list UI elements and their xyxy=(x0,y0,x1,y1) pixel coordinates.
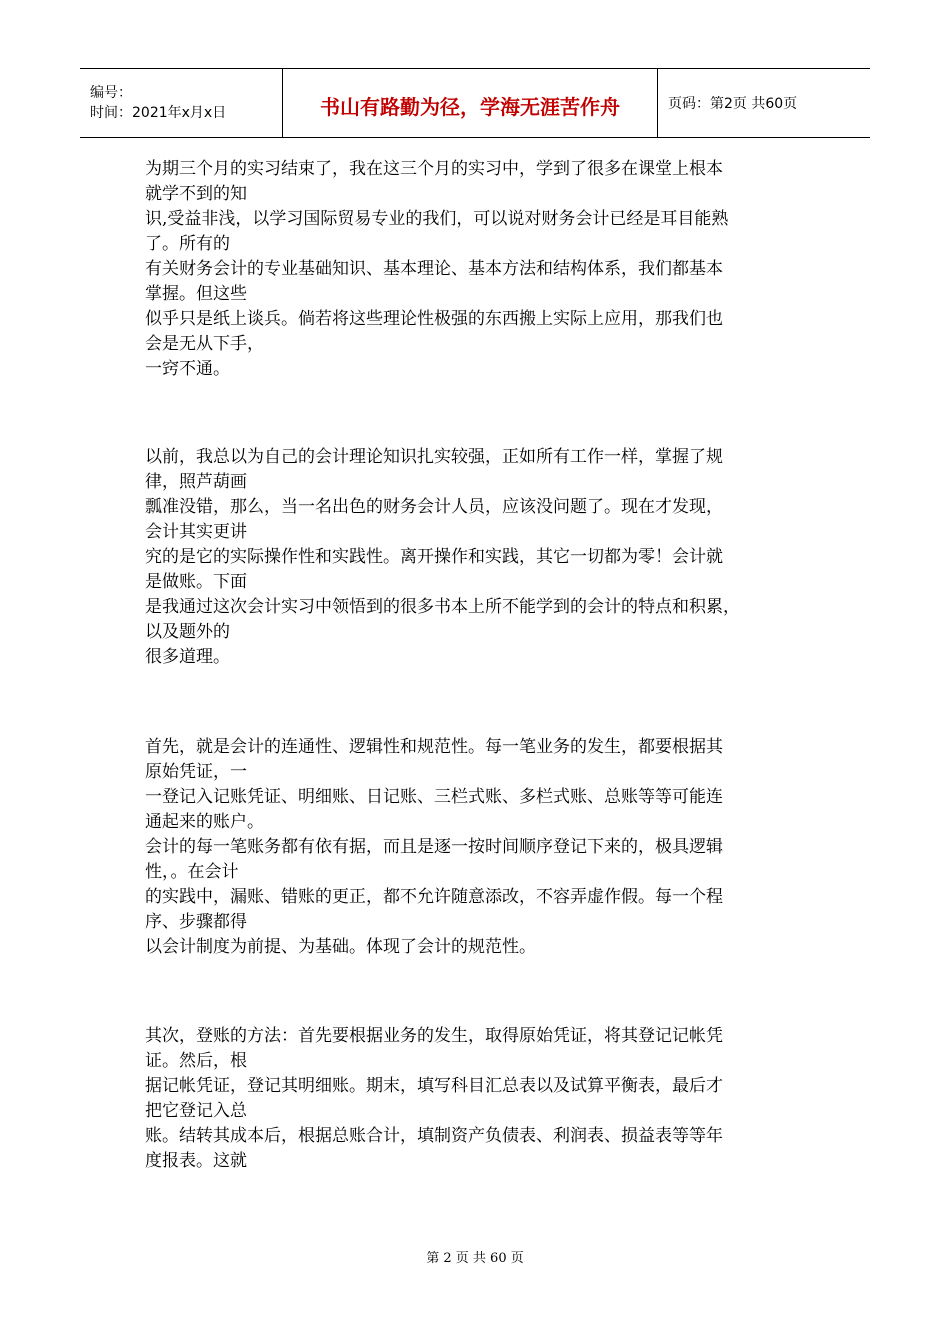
paragraph-spacer xyxy=(145,960,835,1024)
paragraph-line: 以前，我总以为自己的会计理论知识扎实较强，正如所有工作一样，掌握了规 xyxy=(145,447,723,467)
paragraph-line: 首先，就是会计的连通性、逻辑性和规范性。每一笔业务的发生，都要根据其 xyxy=(145,737,723,757)
paragraph-line: 究的是它的实际操作性和实践性。离开操作和实践，其它一切都为零！会计就 xyxy=(145,547,723,567)
paragraph-4 xyxy=(145,1024,835,1174)
paragraph-line: 账。结转其成本后，根据总账合计，填制资产负债表、利润表、损益表等等年 xyxy=(145,1126,723,1146)
paragraph-line: 会计的每一笔账务都有依有据，而且是逐一按时间顺序登记下来的，极具逻辑 xyxy=(145,837,723,857)
paragraph-line: 是我通过这次会计实习中领悟到的很多书本上所不能学到的会计的特点和积累， xyxy=(145,597,740,617)
paragraph-line: 序、步骤都得 xyxy=(145,912,247,932)
paragraph-line: 据记帐凭证，登记其明细账。期末，填写科目汇总表以及试算平衡表，最后才 xyxy=(145,1076,723,1096)
page-footer xyxy=(0,1247,950,1266)
paragraph-1 xyxy=(145,157,835,382)
paragraph-line: 就学不到的知 xyxy=(145,184,247,204)
footer-page-number: 第 2 页 共 60 页 xyxy=(426,1251,524,1266)
paragraph-line: 瓢准没错，那么，当一名出色的财务会计人员，应该没问题了。现在才发现， xyxy=(145,497,723,517)
paragraph-line: 一登记入记账凭证、明细账、日记账、三栏式账、多栏式账、总账等等可能连 xyxy=(145,787,723,807)
paragraph-line: 以及题外的 xyxy=(145,622,230,642)
paragraph-line: 把它登记入总 xyxy=(145,1101,247,1121)
paragraph-line: 为期三个月的实习结束了，我在这三个月的实习中，学到了很多在课堂上根本 xyxy=(145,159,723,179)
document-time-label: 时间：2021年x月x日 xyxy=(90,105,227,121)
paragraph-line: 有关财务会计的专业基础知识、基本理论、基本方法和结构体系，我们都基本 xyxy=(145,259,723,279)
page-header xyxy=(80,68,870,138)
paragraph-line: 的实践中，漏账、错账的更正，都不允许随意添改，不容弄虚作假。每一个程 xyxy=(145,887,723,907)
paragraph-line: 度报表。这就 xyxy=(145,1151,247,1171)
document-number-label: 编号： xyxy=(90,85,132,101)
paragraph-line: 证。然后，根 xyxy=(145,1051,247,1071)
header-meta-cell xyxy=(80,69,283,137)
paragraph-line: 原始凭证，一 xyxy=(145,762,247,782)
paragraph-3 xyxy=(145,735,835,960)
header-page-info: 页码：第2页 共60页 xyxy=(668,96,798,112)
header-page-cell xyxy=(658,69,870,137)
paragraph-line: 是做账。下面 xyxy=(145,572,247,592)
paragraph-line: 律，照芦葫画 xyxy=(145,472,247,492)
paragraph-line: 会是无从下手， xyxy=(145,334,264,354)
paragraph-line: 性，。在会计 xyxy=(145,862,239,882)
paragraph-line: 了。所有的 xyxy=(145,234,230,254)
paragraph-line: 会计其实更讲 xyxy=(145,522,247,542)
paragraph-line: 似乎只是纸上谈兵。倘若将这些理论性极强的东西搬上实际上应用，那我们也 xyxy=(145,309,723,329)
header-motto-cell xyxy=(283,69,658,137)
paragraph-line: 掌握。但这些 xyxy=(145,284,247,304)
paragraph-line: 以会计制度为前提、为基础。体现了会计的规范性。 xyxy=(145,937,536,957)
paragraph-spacer xyxy=(145,382,835,445)
paragraph-2 xyxy=(145,445,835,670)
paragraph-line: 识,受益非浅，以学习国际贸易专业的我们，可以说对财务会计已经是耳目能熟 xyxy=(145,209,729,229)
paragraph-line: 通起来的账户。 xyxy=(145,812,264,832)
document-body xyxy=(145,157,835,1174)
header-motto: 书山有路勤为径，学海无涯苦作舟 xyxy=(320,94,620,119)
paragraph-line: 很多道理。 xyxy=(145,647,230,667)
paragraph-line: 其次，登账的方法：首先要根据业务的发生，取得原始凭证，将其登记记帐凭 xyxy=(145,1026,723,1046)
paragraph-line: 一窍不通。 xyxy=(145,359,230,379)
paragraph-spacer xyxy=(145,670,835,735)
